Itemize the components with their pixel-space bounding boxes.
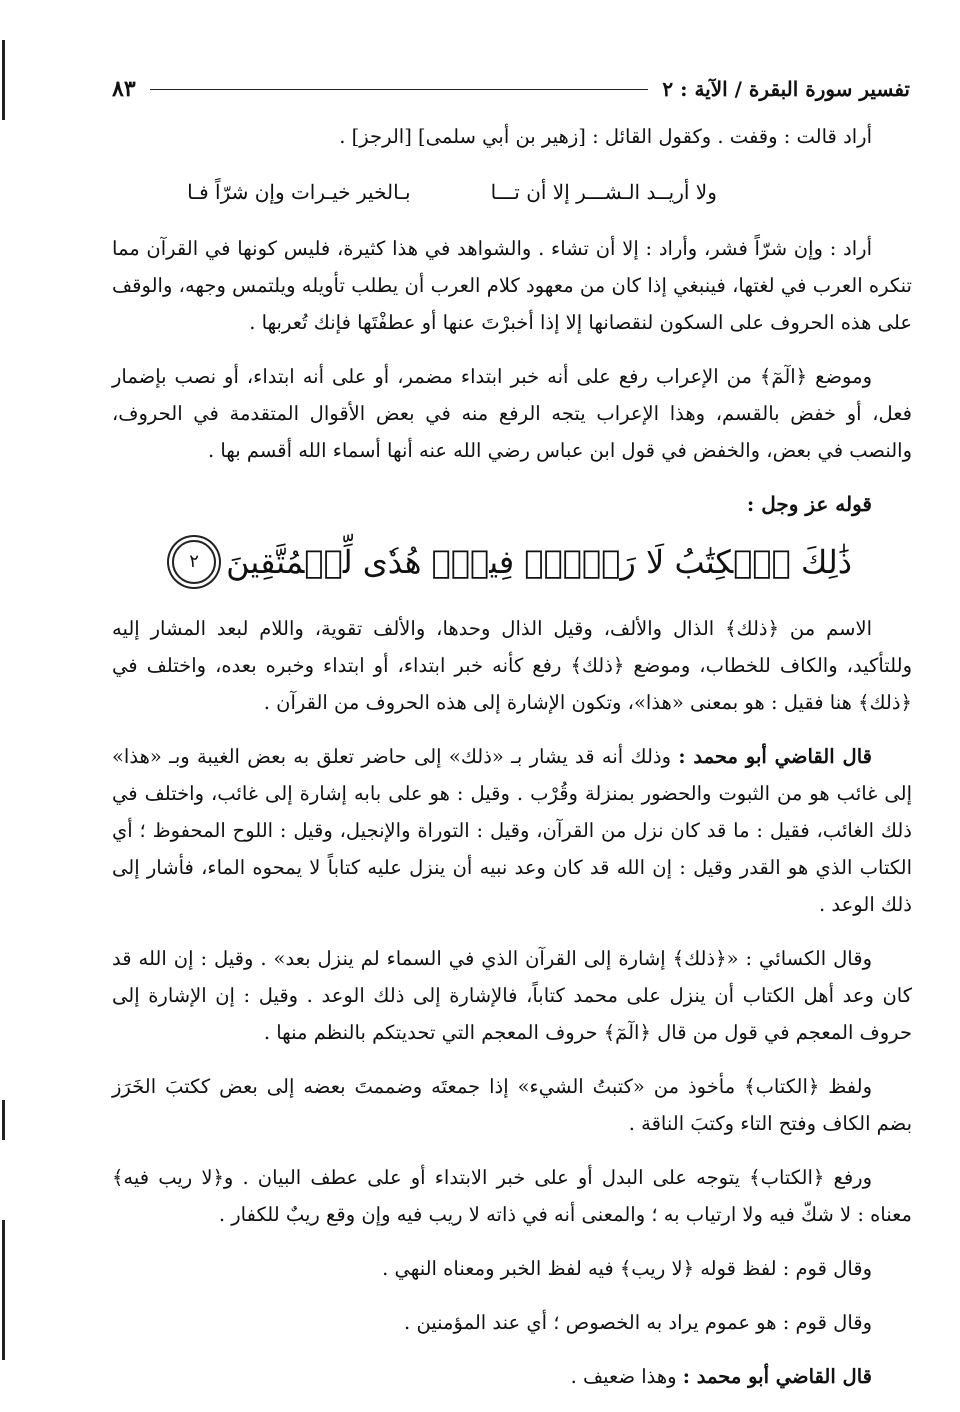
page-header [112,72,910,106]
paragraph-8: ورفع ﴿الكتاب﴾ يتوجه على البدل أو على خبر الابتداء أو على عطف البيان . و﴿لا ريب فيه﴾ معناه : لا شكّ فيه ولا ارتياب به ؛ والمعنى أنه في ذاته لا ريب فيه وإن وقع ريبٌ للكفار . [112,1166,912,1226]
paragraph-3: وموضع ﴿الٓمٓ﴾ من الإعراب رفع على أنه خبر ابتداء مضمر، أو على أنه ابتداء، أو نصب بإضمار فعل، أو خفض بالقسم، وهذا الإعراب يتجه الرفع منه في بعض الأقوال المتقدمة في الحروف، والنصب في بعض، والخفض في قول ابن عباس رضي الله عنه أنها أسماء الله أقسم بها . [112,365,912,462]
section-heading: قوله عز وجل : [746,492,872,516]
paragraph-5-text: وذلك أنه قد يشار بـ «ذلك» إلى حاضر تعلق به بعض الغيبة وبـ «هذا» إلى غائب هو من الثبوت والحضور بمنزلة وقُرْب . وقيل : هو على بابه إشارة إلى غائب، واختلف في ذلك الغائب، فقيل : ما قد كان نزل من القرآن، وقيل : التوراة والإنجيل، وقيل : اللوح المحفوظ ؛ أي الكتاب الذي هو القدر وقيل : إن الله قد كان وعد نبيه أن ينزل عليه كتاباً لا يمحوه الماء، فأشار إلى ذلك الوعد . [112,745,912,916]
quran-ayah [112,530,912,594]
paragraph-9: وقال قوم : لفظ قوله ﴿لا ريب﴾ فيه لفظ الخبر ومعناه النهي . [382,1257,872,1280]
page-number: ٨٣ [112,76,136,102]
margin-mark-bottom [2,1220,5,1360]
verse-left-hemistich: بـالخير خيـرات وإن شرّاً فـا [187,180,411,204]
paragraph-5-lead: قال القاضي أبو محمد : [678,745,872,768]
verse-right-hemistich: ولا أريــد الـشـــر إلا أن تـــا [490,180,717,204]
header-rule [150,89,649,90]
page-content [112,118,912,1412]
paragraph-11-text: وهذا ضعيف . [570,1365,677,1388]
ayah-text: ذَٰلِكَ ٱلۡكِتَٰبُ لَا رَيۡبَۛ فِيهِۛ هُدٗى لِّلۡمُتَّقِينَ [226,543,852,581]
paragraph-4: الاسم من ﴿ذلك﴾ الذال والألف، وقيل الذال وحدها، والألف تقوية، واللام لبعد المشار إليه وللتأكيد، والكاف للخطاب، وموضع ﴿ذلك﴾ رفع كأنه خبر ابتداء، أو ابتداء وخبره بعده، واختلف في ﴿ذلك﴾ هنا فقيل : هو بمعنى «هذا»، وتكون الإشارة إلى هذه الحروف من القرآن . [112,617,912,714]
paragraph-6: وقال الكسائي : «﴿ذلك﴾ إشارة إلى القرآن الذي في السماء لم ينزل بعد» . وقيل : إن الله قد كان وعد أهل الكتاب أن ينزل على محمد كتاباً، فالإشارة إلى ذلك الوعد . وقيل : إن الإشارة إلى حروف المعجم في قول من قال ﴿الٓمٓ﴾ حروف المعجم التي تحديتكم بالنظم منها . [112,947,912,1044]
running-title: تفسير سورة البقرة / الآية : ٢ [662,77,910,101]
paragraph-11-lead: قال القاضي أبو محمد : [682,1365,872,1388]
paragraph-7: ولفظ ﴿الكتاب﴾ مأخوذ من «كتبتُ الشيء» إذا جمعتَه وضممتَ بعضه إلى بعض ككتبَ الخَرَز بضم الكاف وفتح التاء وكتبَ الناقة . [112,1075,912,1135]
paragraph-1: أراد قالت : وقفت . وكقول القائل : [زهير بن أبي سلمى] [الرجز] . [339,125,872,148]
paragraph-2: أراد : وإن شرّاً فشر، وأراد : إلا أن تشاء . والشواهد في هذا كثيرة، فليس كونها في القرآن مما تنكره العرب في لغتها، فينبغي إذا كان من معهود كلام العرب أن يطلب تأويله ويلتمس وجهه، والوقف على هذه الحروف على السكون لنقصانها إلا إذا أخبرْتَ عنها أو عطفْتَها فإنك تُعربها . [112,237,912,334]
margin-mark-top [2,40,5,120]
ayah-number-icon: ٢ [172,540,216,584]
paragraph-10: وقال قوم : هو عموم يراد به الخصوص ؛ أي عند المؤمنين . [404,1311,872,1334]
poetry-verse [112,172,912,212]
margin-mark-middle [2,1100,5,1140]
paragraph-5 [112,738,912,923]
paragraph-11 [112,1358,912,1395]
